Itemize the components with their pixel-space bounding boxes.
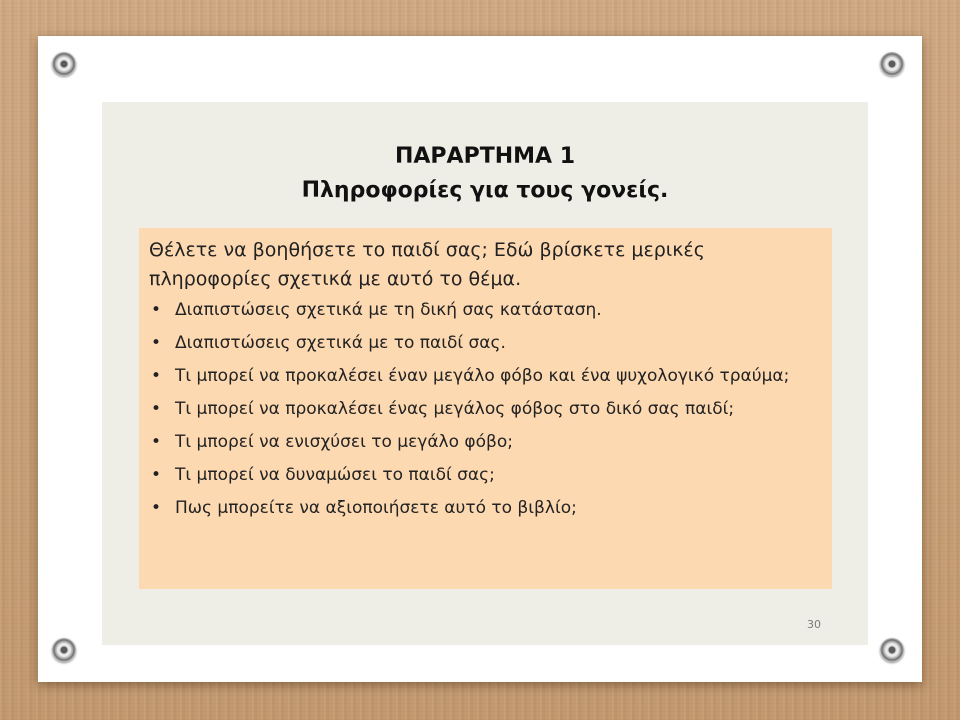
title-line-2: Πληροφορίες για τους γονείς.: [301, 178, 669, 203]
slide: [102, 102, 868, 645]
intro-text: Θέλετε να βοηθήσετε το παιδί σας; Εδώ βρίσκετε μερικές πληροφορίες σχετικά με αυτό το θέμα.: [149, 239, 705, 290]
list-item: [149, 430, 822, 455]
list-item: [149, 364, 822, 389]
bullet-icon: •: [151, 465, 162, 485]
list-item: [149, 397, 822, 422]
bullet-icon: •: [151, 432, 162, 452]
list-item: [149, 496, 822, 521]
bullet-icon: •: [151, 399, 162, 419]
list-item-text: Διαπιστώσεις σχετικά με το παιδί σας.: [175, 333, 506, 353]
bullet-list: [149, 298, 822, 521]
bullet-icon: •: [151, 498, 162, 518]
list-item: [149, 331, 822, 356]
list-item: [149, 298, 822, 323]
list-item-text: Τι μπορεί να προκαλέσει έναν μεγάλο φόβο και ένα ψυχολογικό τραύμα;: [175, 366, 790, 386]
grommet-top-right-icon: [880, 52, 904, 76]
list-item-text: Διαπιστώσεις σχετικά με τη δική σας κατάσταση.: [175, 300, 602, 320]
list-item: [149, 463, 822, 488]
list-item-text: Τι μπορεί να ενισχύσει το μεγάλο φόβο;: [175, 432, 513, 452]
title-line-1: ΠΑΡΑΡΤΗΜΑ 1: [394, 144, 576, 169]
list-item-text: Πως μπορείτε να αξιοποιήσετε αυτό το βιβλίο;: [175, 498, 577, 518]
content-box: [139, 228, 832, 589]
bullet-icon: •: [151, 300, 162, 320]
slide-title: [102, 140, 868, 208]
list-item-text: Τι μπορεί να προκαλέσει ένας μεγάλος φόβος στο δικό σας παιδί;: [175, 399, 735, 419]
list-item-text: Τι μπορεί να δυναμώσει το παιδί σας;: [175, 465, 495, 485]
grommet-top-left-icon: [52, 52, 76, 76]
bullet-icon: •: [151, 333, 162, 353]
bullet-icon: •: [151, 366, 162, 386]
page-number: 30: [807, 618, 821, 631]
grommet-bottom-right-icon: [880, 638, 904, 662]
grommet-bottom-left-icon: [52, 638, 76, 662]
